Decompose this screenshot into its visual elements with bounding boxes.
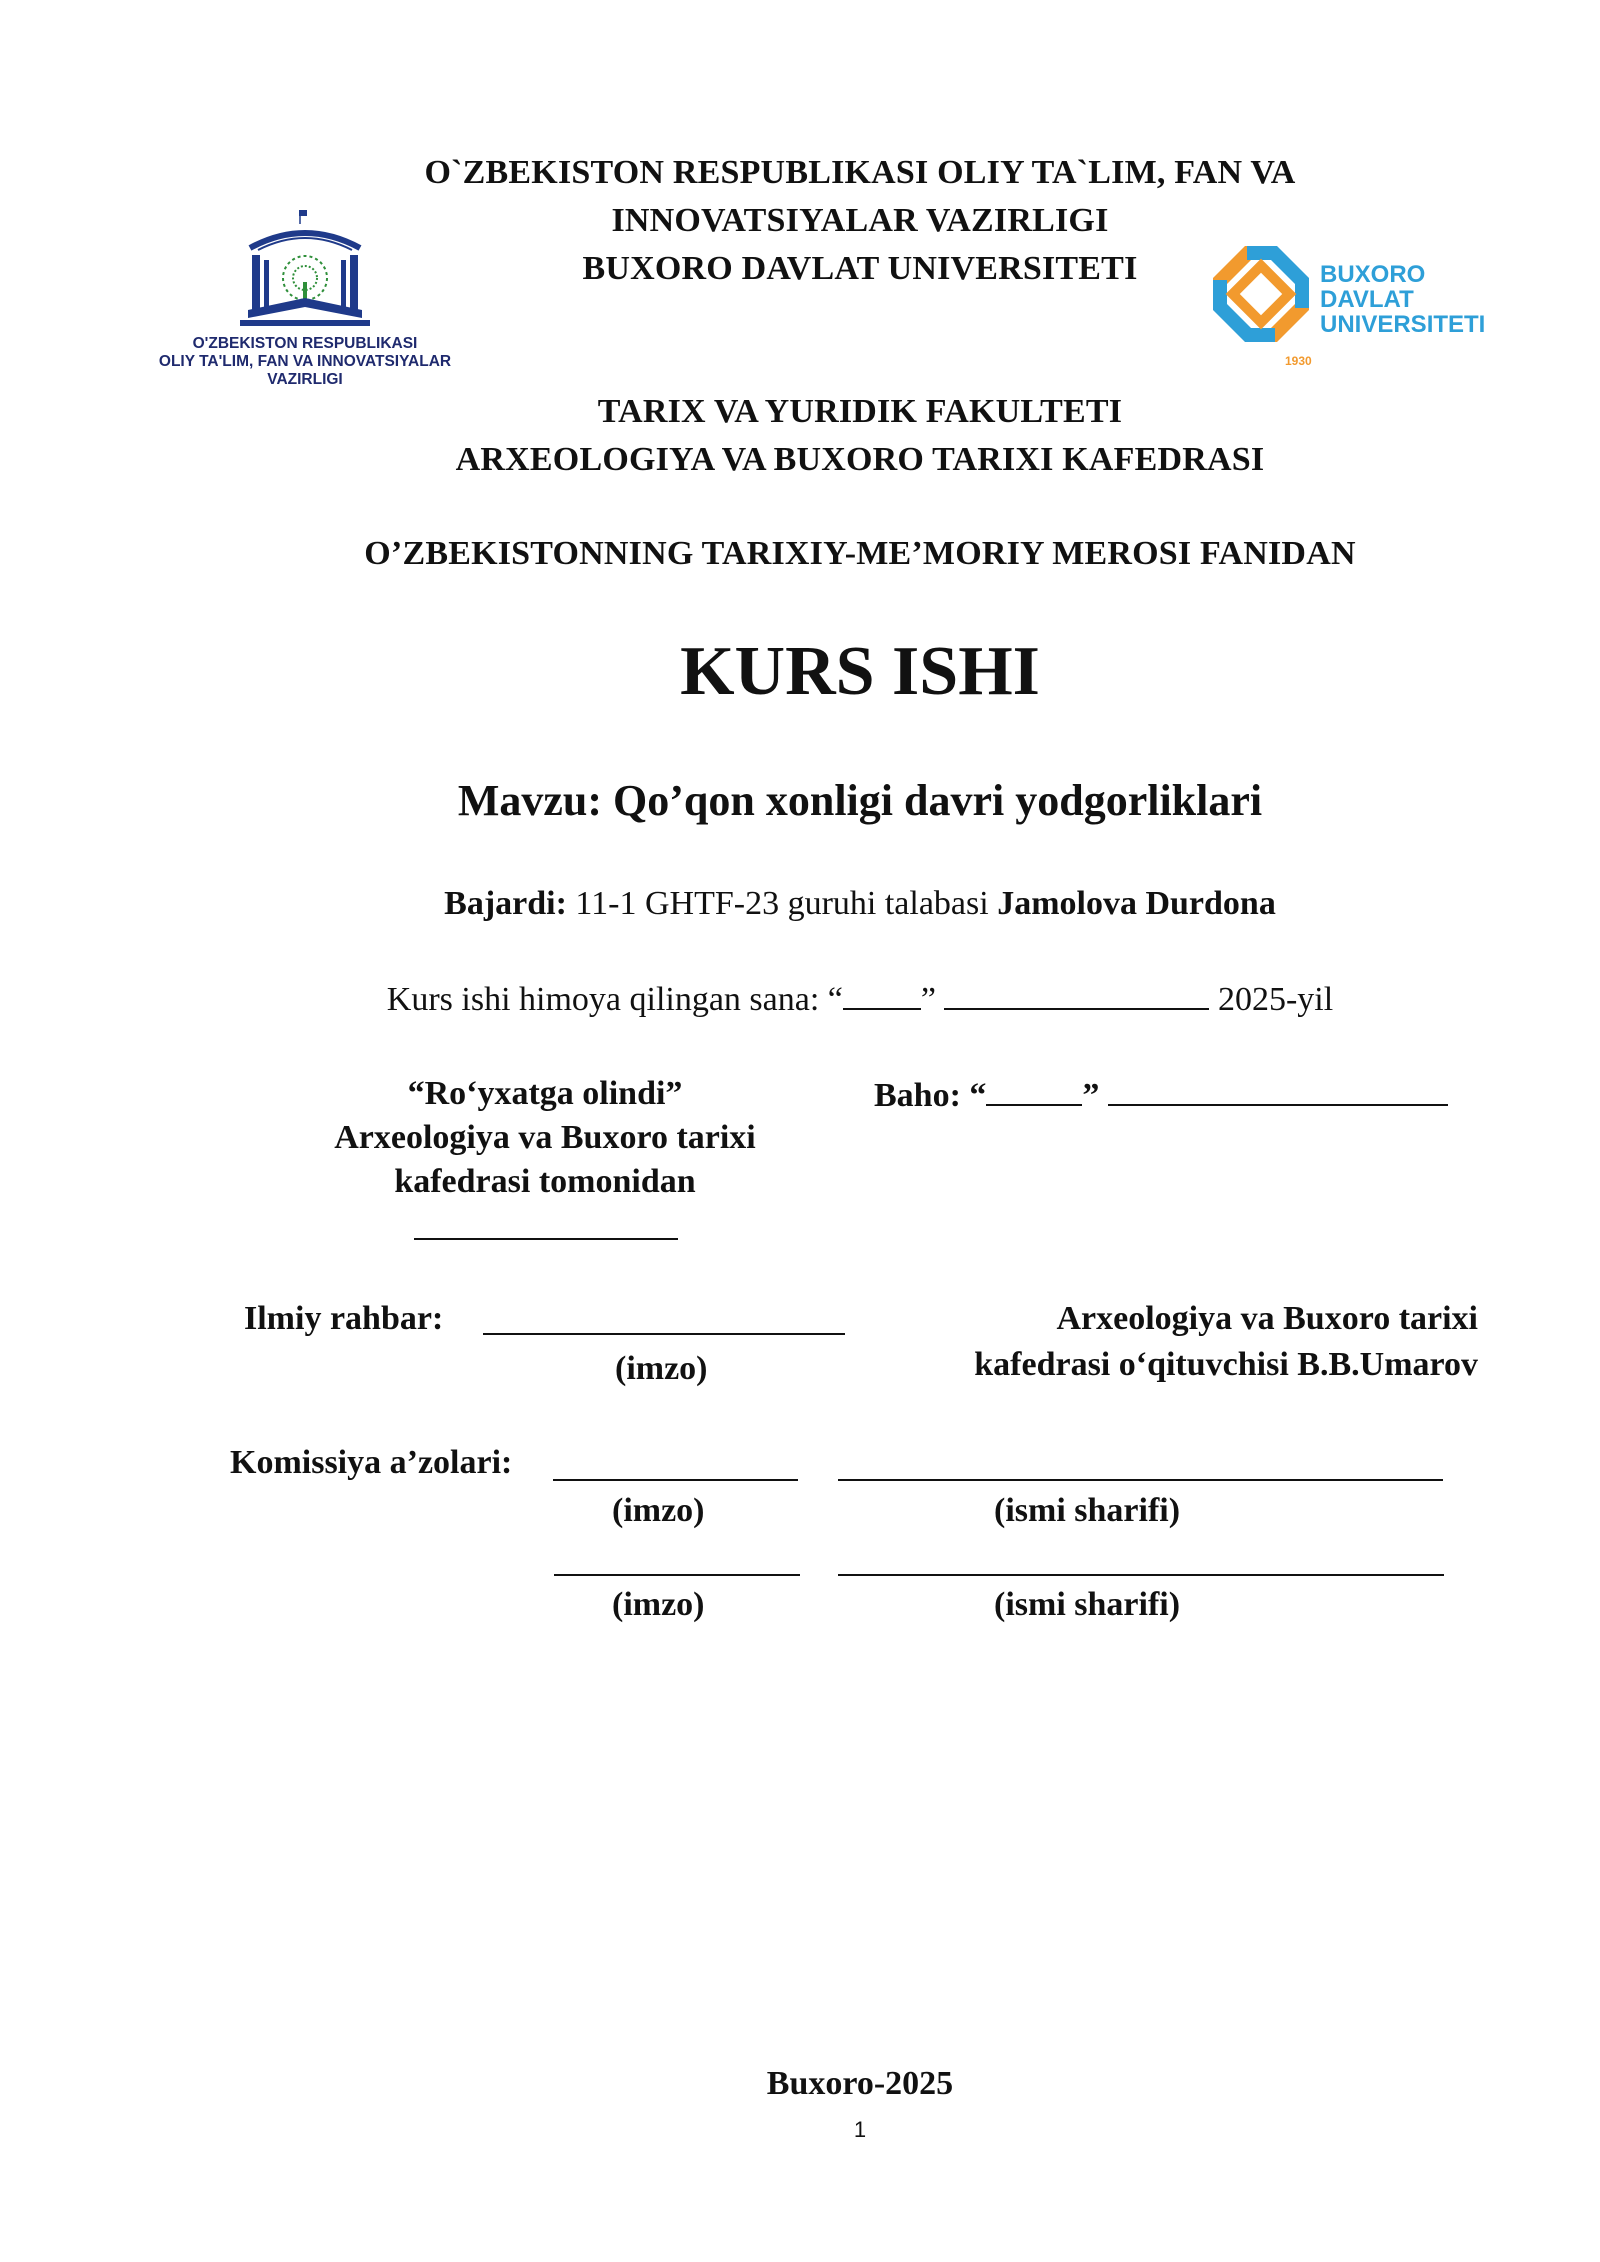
defense-month-blank: [944, 980, 1209, 1010]
commission-sign-caption-1: (imzo): [612, 1492, 705, 1529]
commission-name-caption-1: (ismi sharifi): [994, 1492, 1181, 1529]
author-name: Jamolova Durdona: [997, 885, 1276, 922]
subject-title: O’ZBEKISTONNING TARIXIY-ME’MORIY MEROSI FANIDAN: [364, 535, 1356, 572]
grade-words-blank: [1108, 1076, 1448, 1106]
author-label: Bajardi:: [444, 885, 567, 922]
grade-label: Baho:: [874, 1077, 961, 1114]
ministry-name-line1: O`ZBEKISTON RESPUBLIKASI OLIY TA`LIM, FAN VA: [424, 154, 1296, 191]
supervisor-info-line2: kafedrasi o‘qituvchisi B.B.Umarov: [974, 1346, 1478, 1383]
defense-year: 2025-yil: [1217, 981, 1334, 1018]
university-name: BUXORO DAVLAT UNIVERSITETI: [582, 250, 1138, 287]
registered-line3: kafedrasi tomonidan: [394, 1163, 696, 1200]
grade-score-blank: [986, 1076, 1082, 1106]
supervisor-info-line1: Arxeologiya va Buxoro tarixi: [1056, 1300, 1478, 1337]
defense-close-quote: ”: [920, 981, 936, 1018]
bsu-logo-line2: DAVLAT: [1320, 286, 1414, 313]
commission-sign-line-1: [553, 1479, 798, 1481]
author-line: [60, 885, 1600, 923]
grade-line: [874, 1076, 1448, 1115]
supervisor-signature-line: [483, 1333, 845, 1335]
grade-open-quote: “: [969, 1077, 987, 1114]
ministry-caption-line3: VAZIRLIGI: [267, 371, 343, 388]
commission-sign-caption-2: (imzo): [612, 1586, 705, 1623]
page-number: 1: [853, 2117, 867, 2142]
defense-date-label: Kurs ishi himoya qilingan sana:: [386, 981, 820, 1018]
defense-date-line: [60, 980, 1600, 1019]
defense-open-quote: “: [827, 981, 843, 1018]
registered-line2: Arxeologiya va Buxoro tarixi: [334, 1119, 756, 1156]
ministry-name-line2: INNOVATSIYALAR VAZIRLIGI: [611, 202, 1109, 239]
place-year: Buxoro-2025: [766, 2065, 954, 2102]
ministry-caption-line2: OLIY TA'LIM, FAN VA INNOVATSIYALAR: [158, 353, 452, 370]
bsu-logo-line3: UNIVERSITETI: [1320, 311, 1486, 338]
supervisor-signature-caption: (imzo): [615, 1350, 708, 1387]
topic-title: Mavzu: Qo’qon xonligi davri yodgorliklari: [457, 776, 1263, 825]
registered-block: [290, 1072, 800, 1204]
ministry-caption-line1: O'ZBEKISTON RESPUBLIKASI: [192, 335, 418, 352]
department-name: ARXEOLOGIYA VA BUXORO TARIXI KAFEDRASI: [455, 441, 1265, 478]
commission-name-line-1: [838, 1479, 1443, 1481]
commission-label: Komissiya a’zolari:: [230, 1444, 513, 1481]
supervisor-info: [870, 1296, 1478, 1388]
bsu-logo-line1: BUXORO: [1320, 261, 1426, 288]
registered-line1: “Ro‘yxatga olindi”: [407, 1075, 683, 1112]
document-title: KURS ISHI: [680, 633, 1040, 710]
registered-signature-line: [414, 1238, 678, 1240]
defense-day-blank: [843, 980, 921, 1010]
commission-name-line-2: [838, 1574, 1444, 1576]
bsu-logo-year: 1930: [1285, 354, 1312, 368]
commission-name-caption-2: (ismi sharifi): [994, 1586, 1181, 1623]
supervisor-label: Ilmiy rahbar:: [244, 1300, 444, 1337]
commission-sign-line-2: [554, 1574, 800, 1576]
grade-close-quote: ”: [1082, 1077, 1100, 1114]
author-group: 11-1 GHTF-23 guruhi talabasi: [575, 885, 989, 922]
faculty-name: TARIX VA YURIDIK FAKULTETI: [597, 393, 1123, 430]
